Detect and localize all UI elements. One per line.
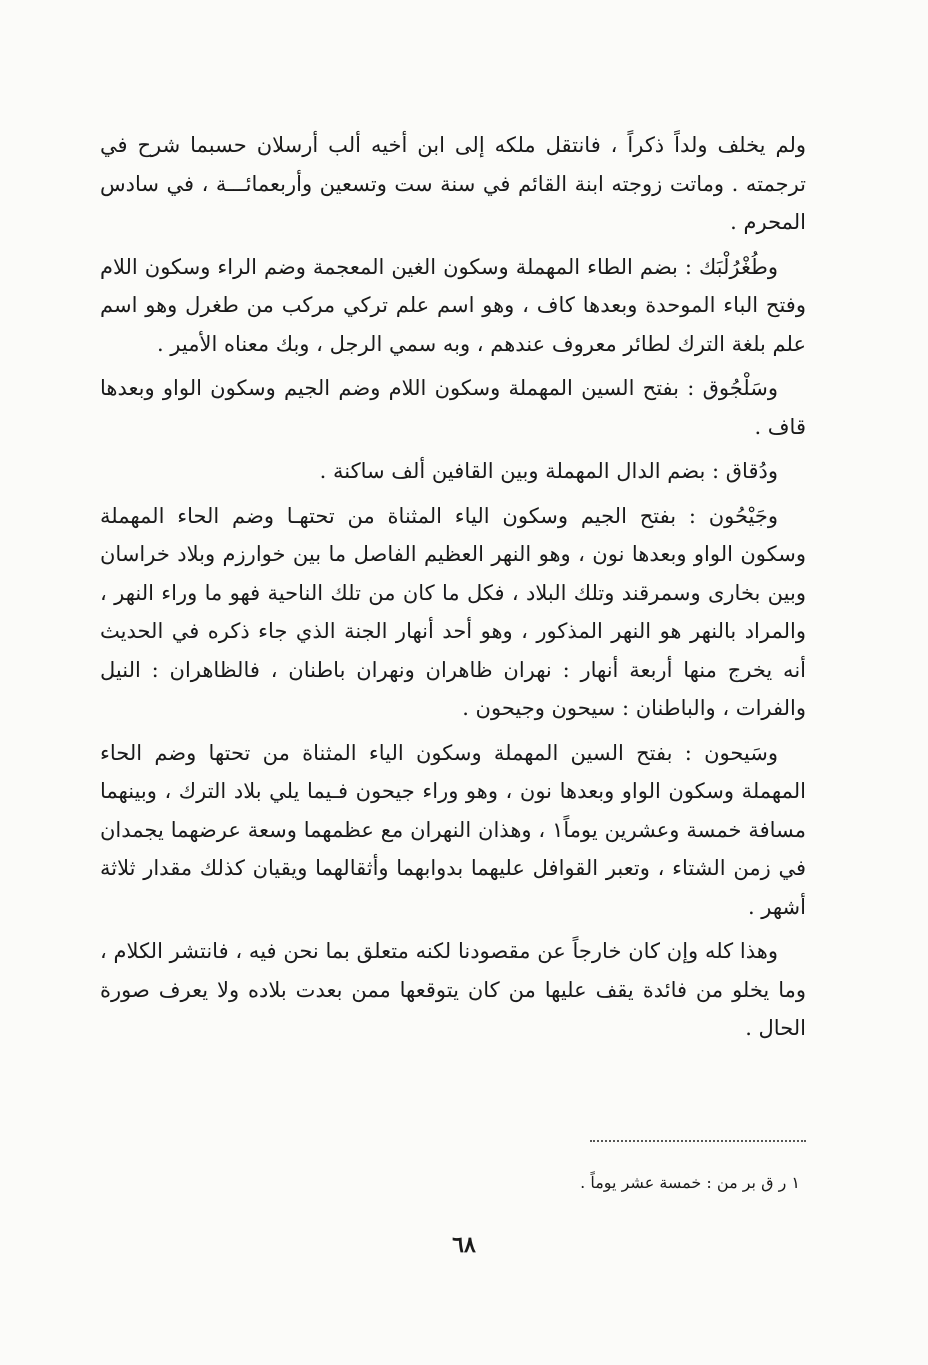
paragraph: ولم يخلف ولداً ذكراً ، فانتقل ملكه إلى ابن أخيه ألب أرسلان حسبما شرح في ترجمته . وماتت زوجته ابنة القائم في سنة ست وتسعين وأربعمائـــة ، في سادس المحرم . <box>100 133 806 234</box>
paragraph: وجَيْحُون : بفتح الجيم وسكون الياء المثناة من تحتهـا وضم الحاء المهملة وسكون الواو وبعدها نون ، وهو النهر العظيم الفاصل ما بين خوارزم وبلاد خراسان وبين بخارى وسمرقند وتلك البلاد ، فكل ما كان من تلك الناحية فهو ما وراء النهر ، والمراد بالنهر هو النهر المذكور ، وهو أحد أنهار الجنة الذي جاء ذكره في الحديث أنه يخرج منها أربعة أنهار : نهران ظاهران ونهران باطنان ، فالظاهران : النيل والفرات ، والباطنان : سيحون وجيحون . <box>100 503 806 720</box>
paragraph: وهذا كله وإن كان خارجاً عن مقصودنا لكنه متعلق بما نحن فيه ، فانتشر الكلام ، وما يخلو من فائدة يقف عليها من كان يتوقعها ممن بعدت بلاده ولا يعرف صورة الحال . <box>100 939 806 1040</box>
page-number: ٦٨ <box>452 1232 476 1258</box>
footnote-divider <box>590 1140 806 1142</box>
main-text <box>100 126 806 1054</box>
paragraph: ودُقاق : بضم الدال المهملة وبين القافين ألف ساكنة . <box>319 459 778 483</box>
paragraph: وسَيحون : بفتح السين المهملة وسكون الياء المثناة من تحتها وضم الحاء المهملة وسكون الواو وبعدها نون ، وهو وراء جيحون فـيما يلي بلاد الترك ، وبينهما مسافة خمسة وعشرين يوماً١ ، وهذان النهران مع عظمهما وسعة عرضهما يجمدان في زمن الشتاء ، وتعبر القوافل عليهما بدوابهما وأثقالهما ويقيان كذلك مقدار ثلاثة أشهر . <box>100 740 806 919</box>
footnote: ١ ر ق بر من : خمسة عشر يوماً . <box>580 1173 800 1192</box>
paragraph: وسَلْجُوق : بفتح السين المهملة وسكون اللام وضم الجيم وسكون الواو وبعدها قاف . <box>100 376 806 439</box>
paragraph: وطُغْرُلْبَك : بضم الطاء المهملة وسكون الغين المعجمة وضم الراء وسكون اللام وفتح الباء الموحدة وبعدها كاف ، وهو اسم علم تركي مركب من طغرل وهو اسم علم بلغة الترك لطائر معروف عندهم ، وبه سمي الرجل ، وبك معناه الأمير . <box>100 254 806 356</box>
